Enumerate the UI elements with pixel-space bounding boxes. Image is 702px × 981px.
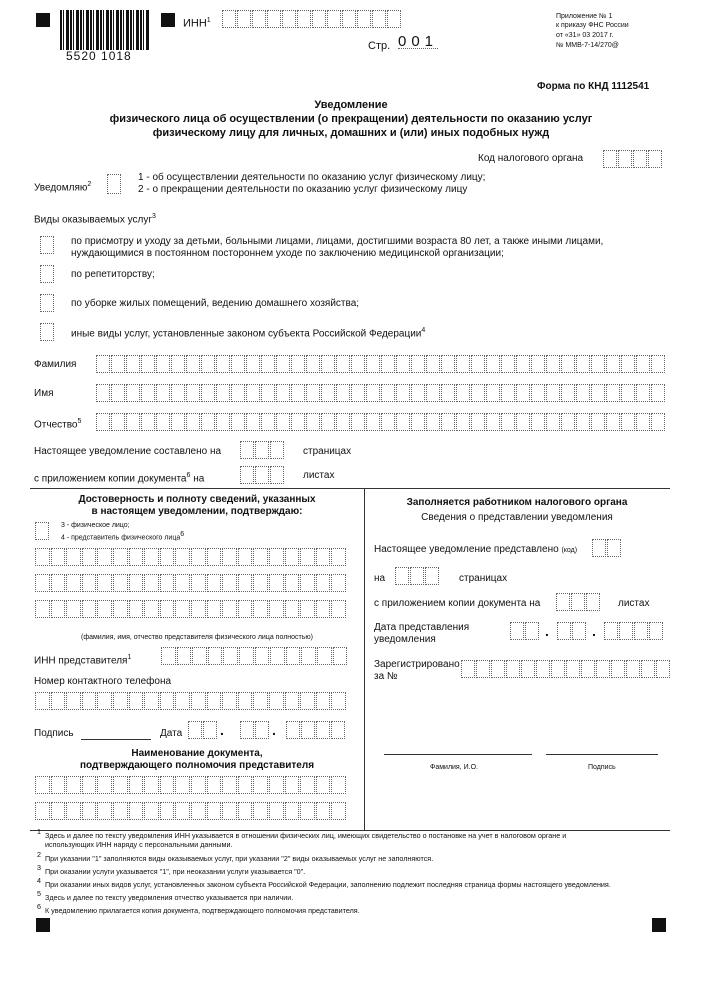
inn-rep-cells[interactable]	[161, 647, 348, 665]
right-date-sep2: .	[592, 623, 596, 639]
pages-cells[interactable]	[240, 441, 285, 459]
appendix-line1: Приложение № 1	[556, 13, 613, 20]
attach-suffix: листах	[303, 470, 335, 481]
right-sheets-label: листах	[618, 598, 650, 609]
right-pages-cells[interactable]	[395, 567, 440, 585]
service1-line2: нуждающимися в постоянном постороннем уходе по заключению медицинской организации;	[71, 248, 504, 259]
page-label: Стр.	[368, 40, 391, 52]
service4-label: иные виды услуг, установленные законом субъекта Российской Федерации$^4$	[71, 327, 426, 340]
doc-row2[interactable]	[35, 802, 347, 820]
attach-label: с приложением копии документа$^6$ на	[34, 472, 205, 485]
appendix-line4: № ММВ-7-14/270@	[556, 42, 619, 49]
service1-line1: по присмотру и уходу за детьми, больными лицами, лицами, достигшими возраста 80 лет, а также иными лицами,	[71, 236, 604, 247]
surname-cells[interactable]	[96, 355, 666, 373]
corner-marker-top-left	[36, 13, 50, 27]
doc-row1[interactable]	[35, 776, 347, 794]
reg-number-cells[interactable]	[461, 660, 671, 678]
presented-code-cells[interactable]	[592, 539, 622, 557]
inn-label: ИНН$^1$	[183, 17, 211, 30]
date-month-cells[interactable]	[240, 721, 270, 739]
reg-label2: за №	[374, 671, 398, 682]
name-label: Имя	[34, 388, 54, 399]
footnote-6-num: 6	[37, 902, 41, 911]
inn-cells[interactable]	[222, 10, 402, 28]
title-line1: Уведомление	[314, 99, 388, 111]
notify-option1: 1 - об осуществлении деятельности по оказанию услуг физическому лицу;	[138, 172, 486, 183]
service4-cell[interactable]	[40, 323, 55, 341]
services-label: Виды оказываемых услуг$^3$	[34, 213, 156, 226]
surname-label: Фамилия	[34, 359, 77, 370]
left-title1: Достоверность и полноту сведений, указанных	[78, 494, 316, 505]
footnote-5-num: 5	[37, 889, 41, 898]
service3-cell[interactable]	[40, 294, 55, 312]
form-code: Форма по КНД 1112541	[537, 81, 650, 92]
fio-line[interactable]	[384, 754, 532, 755]
phone-label: Номер контактного телефона	[34, 676, 172, 687]
signature-label: Подпись	[34, 728, 74, 739]
right-date-year[interactable]	[604, 622, 664, 640]
right-pages-label: страницах	[459, 573, 508, 584]
title-line2: физического лица об осуществлении (о прекращении) деятельности по оказанию услуг	[109, 113, 593, 125]
service2-label: по репетиторству;	[71, 269, 155, 280]
right-date-day[interactable]	[510, 622, 540, 640]
right-attach-cells[interactable]	[556, 593, 601, 611]
sign-caption-right: Подпись	[588, 764, 616, 771]
doc-title1: Наименование документа,	[131, 748, 263, 759]
tax-code-label: Код налогового органа	[478, 153, 584, 164]
barcode	[60, 10, 150, 50]
reg-label1: Зарегистрировано	[374, 659, 460, 670]
footnote-1-num: 1	[37, 827, 41, 836]
appendix-line3: от «31» 03 2017 г.	[556, 32, 614, 39]
right-date-sep1: .	[545, 623, 549, 639]
footnote-4: При оказании иных видов услуг, установленных законом субъекта Российской Федерации, заполнению подлежит последняя страница формы настоящего уведомления.	[45, 880, 611, 889]
footnote-6: К уведомлению прилагается копия документа, подтверждающего полномочия представителя.	[45, 906, 360, 915]
signature-line[interactable]	[81, 739, 151, 740]
section-divider	[30, 488, 670, 489]
title-line3: физическому лицу для личных, домашних и (или) иных подобных нужд	[152, 127, 550, 139]
service1-cell[interactable]	[40, 236, 55, 254]
page-value: 001	[398, 33, 439, 50]
left-title2: в настоящем уведомлении, подтверждаю:	[91, 506, 303, 517]
footnote-2: При указании "1" заполняются виды оказываемых услуг, при указании "2" виды оказываемых услуг не заполняются.	[45, 854, 434, 863]
notify-option2: 2 - о прекращении деятельности по оказанию услуг физическому лицу	[138, 184, 468, 195]
confirm-opt3: 3 - физическое лицо;	[61, 522, 130, 529]
column-divider	[364, 488, 365, 830]
sign-line[interactable]	[546, 754, 658, 755]
patronymic-label: Отчество$^5$	[34, 418, 82, 431]
right-date-month[interactable]	[557, 622, 587, 640]
confirm-cell[interactable]	[35, 522, 50, 540]
right-subtitle: Сведения о представлении уведомления	[421, 512, 613, 523]
corner-marker-bottom-left	[36, 918, 50, 932]
footnote-3-num: 3	[37, 863, 41, 872]
footnote-5: Здесь и далее по тексту уведомления отчество указывается при наличии.	[45, 893, 294, 902]
right-on-label: на	[374, 573, 386, 584]
fio-caption: (фамилия, имя, отчество представителя физического лица полностью)	[81, 634, 313, 641]
service3-label: по уборке жилых помещений, ведению домашнего хозяйства;	[71, 298, 360, 309]
patronymic-cells[interactable]	[96, 413, 666, 431]
pages-suffix: страницах	[303, 446, 352, 457]
rep-fio-row2[interactable]	[35, 574, 347, 592]
date-label: Дата	[160, 728, 183, 739]
name-cells[interactable]	[96, 384, 666, 402]
service2-cell[interactable]	[40, 265, 55, 283]
confirm-opt4: 4 - представитель физического лица$^6$	[61, 531, 185, 542]
footnote-2-num: 2	[37, 850, 41, 859]
footnote-4-num: 4	[37, 876, 41, 885]
phone-cells[interactable]	[35, 692, 347, 710]
doc-title2: подтверждающего полномочия представителя	[79, 760, 315, 771]
inn-rep-label: ИНН представителя$^1$	[34, 654, 132, 667]
date-year-cells[interactable]	[286, 721, 346, 739]
right-date1: Дата представления	[374, 622, 470, 633]
corner-marker-bottom-right	[652, 918, 666, 932]
presented-label: Настоящее уведомление представлено (код)	[374, 544, 578, 555]
rep-fio-row1[interactable]	[35, 548, 347, 566]
tax-code-cells[interactable]	[603, 150, 663, 168]
right-date2: уведомления	[374, 634, 436, 645]
attach-cells[interactable]	[240, 466, 285, 484]
barcode-number: 5520 1018	[66, 49, 132, 63]
footnote-1a: Здесь и далее по тексту уведомления ИНН указывается в отношении физических лиц, имеющих свидетельство о постановке на учет в налоговом органе и	[45, 831, 567, 840]
right-title: Заполняется работником налогового органа	[406, 497, 628, 508]
footnote-3: При оказании услуги указывается "1", при неоказании услуги указывается "0".	[45, 867, 306, 876]
corner-marker-top-mid	[161, 13, 175, 27]
fio-caption-right: Фамилия, И.О.	[430, 764, 478, 771]
notify-cell[interactable]	[107, 174, 122, 194]
date-day-cells[interactable]	[188, 721, 218, 739]
pages-label: Настоящее уведомление составлено на	[34, 446, 222, 457]
right-attach-label: с приложением копии документа на	[374, 598, 541, 609]
rep-fio-row3[interactable]	[35, 600, 347, 618]
appendix-line2: к приказу ФНС России	[556, 22, 629, 29]
date-sep1: .	[220, 722, 224, 738]
date-sep2: .	[272, 722, 276, 738]
notify-label: Уведомляю$^2$	[34, 181, 92, 194]
footnote-1b: использующих ИНН наряду с персональными данными.	[45, 840, 233, 849]
